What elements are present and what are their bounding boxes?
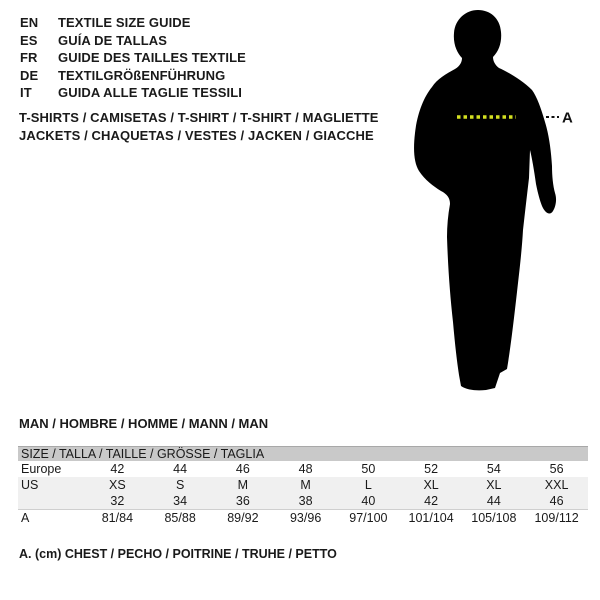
row-label: A [21, 511, 30, 525]
table-cell: 89/92 [227, 511, 259, 525]
language-code: ES [20, 32, 38, 48]
language-code: DE [20, 67, 39, 83]
table-row-europe [18, 461, 588, 477]
table-cell: M [300, 478, 311, 492]
language-label: GUIDE DES TAILLES TEXTILE [58, 50, 246, 65]
table-cell: 56 [549, 462, 564, 476]
table-cell: 101/104 [408, 511, 454, 525]
language-list [20, 14, 246, 102]
table-cell: 109/112 [534, 511, 579, 525]
language-code: FR [20, 50, 38, 65]
table-cell: 93/96 [289, 511, 322, 525]
row-label: Europe [21, 462, 62, 476]
category-line-tshirts: T-SHIRTS / CAMISETAS / T-SHIRT / T-SHIRT / MAGLIETTE [19, 110, 379, 125]
category-list [19, 109, 379, 145]
table-row-chest-a [18, 509, 588, 527]
table-cell: 40 [361, 494, 376, 508]
table-cell: 105/108 [471, 511, 517, 525]
language-row [20, 49, 246, 67]
table-row-numeric [18, 493, 588, 509]
language-label: GUIDA ALLE TAGLIE TESSILI [58, 85, 243, 100]
language-label: TEXTILE SIZE GUIDE [58, 15, 191, 30]
row-label: US [21, 478, 39, 492]
language-label: TEXTILGRÖßENFÜHRUNG [58, 67, 226, 83]
table-cell: 34 [173, 494, 188, 508]
table-cell: 36 [235, 494, 250, 508]
table-cell: S [175, 478, 185, 492]
measurement-footnote: A. (cm) CHEST / PECHO / POITRINE / TRUHE / PETTO [19, 547, 337, 561]
table-cell: XXL [544, 478, 569, 492]
table-cell: 54 [486, 462, 501, 476]
table-cell: 42 [424, 494, 439, 508]
size-table [18, 446, 588, 527]
language-row [20, 67, 246, 85]
table-cell: XS [109, 478, 126, 492]
category-line-jackets: JACKETS / CHAQUETAS / VESTES / JACKEN / GIACCHE [19, 128, 374, 143]
language-label: GUÍA DE TALLAS [58, 32, 168, 48]
table-cell: L [364, 478, 372, 492]
measure-label-a: A [562, 109, 573, 127]
table-cell: 38 [298, 494, 313, 508]
table-cell: 32 [110, 494, 125, 508]
table-cell: 81/84 [101, 511, 134, 525]
size-table-header: SIZE / TALLA / TAILLE / GRÖSSE / TAGLIA [18, 446, 588, 461]
table-cell: 97/100 [349, 511, 388, 525]
language-row [20, 84, 246, 102]
table-cell: 50 [361, 462, 376, 476]
table-cell: 52 [424, 462, 439, 476]
table-cell: 42 [110, 462, 125, 476]
man-silhouette-figure [408, 5, 578, 405]
table-cell: 85/88 [164, 511, 196, 525]
section-title-man: MAN / HOMBRE / HOMME / MANN / MAN [19, 416, 269, 431]
man-silhouette [414, 10, 556, 390]
table-cell: M [237, 478, 249, 492]
table-cell: 44 [173, 462, 188, 476]
language-row [20, 14, 246, 32]
table-cell: 46 [235, 462, 250, 476]
table-cell: XL [423, 478, 439, 492]
row-label [18, 493, 86, 509]
language-code: EN [20, 15, 39, 30]
table-cell: 48 [298, 462, 313, 476]
table-cell: 46 [549, 494, 564, 508]
language-row [20, 32, 246, 50]
language-code: IT [20, 85, 32, 100]
table-cell: XL [486, 478, 502, 492]
table-cell: 44 [486, 494, 501, 508]
table-row-us [18, 477, 588, 493]
